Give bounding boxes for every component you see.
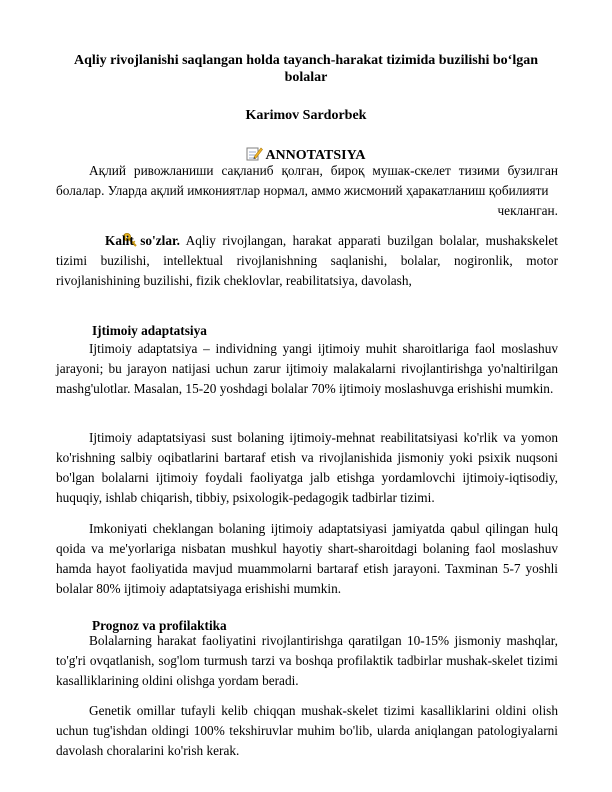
pencil-memo-icon: [246, 146, 263, 161]
annotation-text-main: Ақлий ривожланиши сақланиб қолган, бироқ мушак-скелет тизими бузилган болалар. Уларда ақлий имкониятлар нормал, аммо жисмоний ҳаракатланиш қобилияти: [56, 163, 558, 198]
annotation-heading-text: ANNOTATSIYA: [265, 148, 366, 163]
paragraph: Bolalarning harakat faoliyatini rivojlantirishga qaratilgan 10-15% jismoniy mashqlar, to'g'ri ovqatlanish, sog'lom turmush tarzi va boshqa profilaktik tadbirlar mushak-skelet tizimi kasalliklarining oldini olishga yordam beradi.: [56, 633, 558, 688]
keywords-label: Kalit so'zlar.: [105, 233, 180, 248]
paragraph: Genetik omillar tufayli kelib chiqqan mushak-skelet tizimi kasalliklarini oldini olish uchun tug'ishdan oldingi 100% tekshiruvlar muhim bo'lib, ularda aniqlangan patologiyalarni davolash choralarini ko'rish kerak.: [56, 703, 558, 758]
section-heading-social-adaptation: Ijtimoiy adaptatsiya: [92, 323, 207, 338]
key-icon: [89, 232, 105, 247]
document-title: Aqliy rivojlanishi saqlangan holda tayanch-harakat tizimida buzilishi bo‘lgan bolalar: [73, 53, 539, 85]
paragraph: Imkoniyati cheklangan bolaning ijtimoiy adaptatsiyasi jamiyatda qabul qilingan hulq qoida va me'yorlariga nisbatan mushkul hayotiy shart-sharoitdagi bolaning faol moslashuv hamda hayot faoliyatida mavjud muammolarni bartaraf etish jarayoni. Taxminan 5-7 yoshli bolalar 80% ijtimoiy adaptatsiyaga erishishi mumkin.: [56, 521, 558, 596]
section-heading-prognosis: Prognoz va profilaktika: [92, 618, 227, 633]
keywords-text: Aqliy rivojlangan, harakat apparati buzilgan bolalar, mushakskelet tizimi buzilishi, intellektual rivojlanishning saqlanishi, bolalar, nogironlik, motor rivojlanishining buzilishi, fizik cheklovlar, reabilitatsiya, davolash,: [56, 233, 558, 288]
author-name: Karimov Sardorbek: [245, 108, 367, 123]
annotation-text: [56, 161, 558, 221]
paragraph: Ijtimoiy adaptatsiyasi sust bolaning ijtimoiy-mehnat reabilitatsiyasi ko'rlik va yomon ko'rishning salbiy oqibatlarini bartaraf etish va rivojlanishida jismoniy yoki psixik nuqsoni bo'lgan bolalarni ijtimoiy foydali faoliyatga jalb etishga yordamlovchi ijtimoiy-iqtisodiy, huquqiy, ishlab chiqarish, tibbiy, psixologik-pedagogik tadbirlar tizimi.: [56, 430, 558, 505]
annotation-text-last: чекланган.: [497, 203, 558, 218]
paragraph: Ijtimoiy adaptatsiya – individning yangi ijtimoiy muhit sharoitlariga faol moslashuv jarayoni; bu jarayon natijasi uchun zarur ijtimoiy malakalarni rivojlantirishga yo'naltirilgan mashg'ulotlar. Masalan, 15-20 yoshdagi bolalar 70% ijtimoiy moslashuvga erishishi mumkin.: [56, 341, 558, 396]
keywords-paragraph: [56, 231, 558, 291]
